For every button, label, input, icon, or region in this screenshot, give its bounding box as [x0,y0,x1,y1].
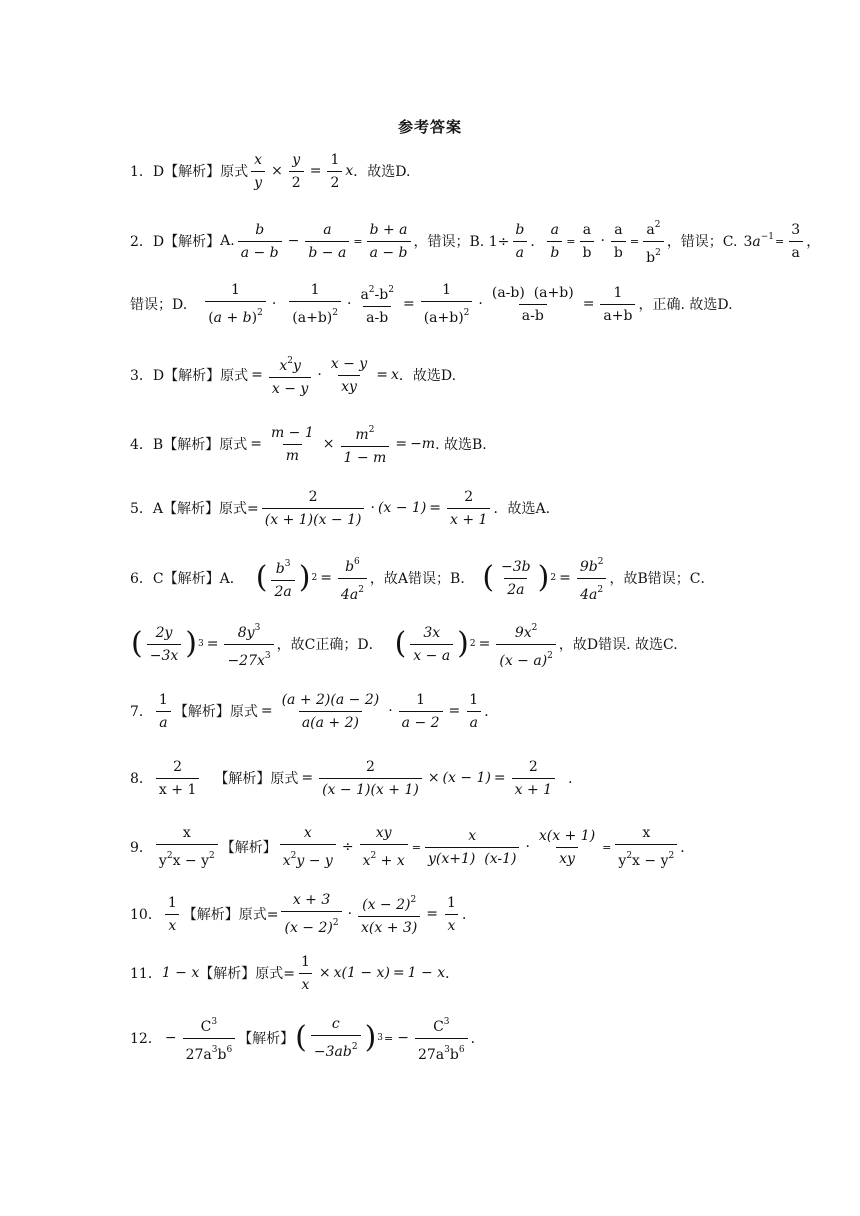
answer-8: 8． $\frac{2}{x + 1}$ 【解析】 原式 = $\frac{2}{(x - 1)(x + 1)}$ × (x − 1) = $\frac{2}{x + 1}$ ． [130,758,583,798]
fraction: $\frac{1}{x}$ [444,894,459,935]
fraction: $\frac{1}{x}$ [165,894,180,935]
answer-12: 12． − $\frac{C^3}{27a^3b^6}$ 【解析】 ( $\frac{c}{-3ab^2}$ ) 3 = − $\frac{C^3}{27a^3b^6}$ ． [130,1010,750,1066]
fraction: $\frac{x^2y}{x - y}$ [269,352,311,398]
fraction: $\frac{1}{a}$ [466,691,481,732]
fraction: $\frac{2}{x + 1}$ [447,488,490,529]
fraction: $\frac{m^2}{1 - m}$ [341,421,390,467]
answer-7-number: 7． [130,704,153,720]
fraction: $\frac{a}{b}$ [580,221,595,262]
answer-5-lead: 原式= [219,501,259,517]
answer-11-value: 1 − x [161,965,200,981]
answer-7-tag: 【解析】 [173,704,230,720]
fraction: $\frac{c}{-3ab^2}$ [311,1015,361,1061]
answer-2-option-a: A. [220,233,235,249]
fraction: $\frac{1}{a+b}$ [600,284,635,325]
answer-3-lead: 原式 [220,368,249,384]
fraction: $\frac{3}{a}$ [788,221,803,262]
answer-6-wrong-b: ，故B错误；C． [609,571,715,587]
answer-2-tag: 【解析】 [164,234,221,250]
fraction: $\frac{x}{y}$ [251,151,265,192]
answer-4-number: 4．B [130,437,164,453]
answer-7-tail: ． [484,704,499,720]
fraction: $\frac{2y}{-3x}$ [147,624,182,665]
answer-11-tail: ． [445,966,460,982]
fraction: $\frac{C^3}{27a^3b^6}$ [183,1013,236,1064]
answer-3-tag: 【解析】 [164,368,221,384]
answer-6-right-c: ，故C正确；D． [276,637,383,653]
answer-10-lead: 原式= [238,907,279,923]
answer-11-lead: 原式= [255,966,295,982]
fraction: $\frac{x}{x^2y - y}$ [280,824,336,870]
answer-7: 7． $\frac{1}{a}$ 【解析】 原式 = $\frac{(a + 2)(a - 2)}{a(a + 2)}$ · $\frac{1}{a - 2}$ = $\frac{1}{a}$ ． [130,691,499,731]
answer-6-tail: ，故D错误. 故选C. [558,637,678,653]
answer-8-number: 8． [130,771,153,787]
fraction: $\frac{9b^2}{4a^2}$ [577,553,607,604]
answer-8-tail: ． [568,771,583,787]
fraction: $\frac{C^3}{27a^3b^6}$ [415,1013,468,1064]
answer-2-number: 2．D [130,234,165,250]
answer-6-number: 6．C [130,571,164,587]
answer-2-wrong-b: ，错误；C. [666,234,738,250]
answer-12-number: 12． [130,1031,162,1047]
answer-2: 2．D 【解析】 A. $\frac{b}{a - b}$ − $\frac{a}{b - a}$ = $\frac{b + a}{a - b}$ ，错误；B. 1÷ $\frac{b}{a}$ ． $\frac{a}{b}$ = $\frac{a}{b}$ · $\frac{a}{b}$ = $\frac{a^2}{b^2}$ ，错误；C. $3a^{-1}$ = $\frac{3}{a}$ ， [130,213,750,269]
answer-6-continued: ( $\frac{2y}{-3x}$ ) 3 = $\frac{8y^3}{-27x^3}$ ，故C正确；D． ( $\frac{3x}{x - a}$ ) 2 = $\frac{9x^2}{(x - a)^2}$ ，故D错误. 故选C. [130,616,750,672]
answer-6-tag: 【解析】 [163,571,220,587]
answer-3-number: 3．D [130,368,165,384]
fraction: $\frac{x}{y(x+1) (x-1)}$ [425,827,519,868]
answer-5: 5．A 【解析】 原式= $\frac{2}{(x + 1)(x - 1)}$ · (x − 1) = $\frac{2}{x + 1}$ ．故选A. [130,488,551,528]
fraction: $\frac{-3b}{2a}$ [501,558,531,598]
answer-1: 1．D 【解析】 原式 $\frac{x}{y}$ × $\frac{y}{2}$ = $\frac{1}{2}$ x ．故选D. [130,151,411,191]
answer-6-wrong-a: ，故A错误；B． [369,571,475,587]
fraction: $\frac{b}{a - b}$ [238,221,282,262]
fraction: $\frac{2}{(x - 1)(x + 1)}$ [319,758,422,799]
answer-3: 3．D 【解析】 原式 = $\frac{x^2y}{x - y}$ · $\frac{x - y}{xy}$ = x ．故选D. [130,347,750,403]
fraction: $\frac{(a + 2)(a - 2)}{a(a + 2)}$ [281,691,380,731]
answer-5-tail: ．故选A. [493,501,551,517]
fraction: $\frac{x - y}{xy}$ [330,355,368,395]
fraction: $\frac{2}{x + 1}$ [156,758,199,799]
answer-5-number: 5．A [130,501,164,517]
answer-1-number: 1．D [130,164,165,180]
answer-5-tag: 【解析】 [163,501,220,517]
fraction: $\frac{x}{y^2x - y^2}$ [615,824,677,870]
answer-2-wrong-c: ， [806,234,821,250]
fraction: $\frac{(a-b) (a+b)}{a-b}$ [491,284,574,324]
answer-2-line2-lead: 错误；D. [130,297,188,313]
answer-9-number: 9． [130,840,153,856]
fraction: $\frac{a^2-b^2}{a-b}$ [360,285,394,326]
fraction: $\frac{2}{x + 1}$ [512,758,555,799]
fraction: $\frac{1}{(a+b)^2}$ [289,281,341,327]
answer-9: 9． $\frac{x}{y^2x - y^2}$ 【解析】 $\frac{x}{x^2y - y}$ ÷ $\frac{xy}{x^2 + x}$ = $\frac{x}{y(x+1) (x-1)}$ · $\frac{x(x + 1)}{xy}$ = $\frac{x}{y^2x - y^2}$ ． [130,825,695,869]
answer-6-option-a: A． [219,571,244,587]
fraction: $\frac{b + a}{a - b}$ [367,221,411,262]
answer-9-tag: 【解析】 [220,840,277,856]
fraction: $\frac{a}{b}$ [547,221,562,262]
answer-2-continued: 错误；D. $\frac{1}{(a + b)^2}$ · $\frac{1}{(a+b)^2}$ · $\frac{a^2-b^2}{a-b}$ = $\frac{1}{(a+b)^2}$ · $\frac{(a-b) (a+b)}{a-b}$ = $\frac{1}{a+b}$ ，正确. 故选D. [130,282,733,326]
answer-9-tail: ． [680,840,695,856]
answer-2-tail: ，正确. 故选D. [638,297,733,313]
fraction: $\frac{8y^3}{-27x^3}$ [224,619,273,670]
fraction: $\frac{3x}{x - a}$ [410,624,453,665]
answer-11: 11． 1 − x 【解析】 原式= $\frac{1}{x}$ × x(1 − x) = 1 − x ． [130,953,460,993]
fraction: $\frac{1}{a}$ [156,691,171,732]
fraction: $\frac{xy}{x^2 + x}$ [360,824,408,870]
fraction: $\frac{b^3}{2a}$ [271,555,294,601]
answer-7-lead: 原式 [229,704,258,720]
answer-1-tail: ．故选D. [353,164,411,180]
page-title: 参考答案 [397,118,462,136]
fraction: $\frac{2}{(x + 1)(x - 1)}$ [262,488,365,529]
answer-1-lead: 原式 [220,164,249,180]
fraction: $\frac{x}{y^2x - y^2}$ [156,824,218,870]
fraction: $\frac{1}{a - 2}$ [399,691,443,732]
answer-11-number: 11． [130,966,162,982]
answer-12-tail: ． [470,1031,485,1047]
fraction: $\frac{9x^2}{(x - a)^2}$ [496,619,556,670]
answer-10-tail: ． [461,907,476,923]
answer-8-lead: 原式 [270,771,299,787]
answer-4: 4．B 【解析】 原式 = $\frac{m - 1}{m}$ × $\frac{m^2}{1 - m}$ = −m . 故选B. [130,416,750,472]
answer-10-number: 10． [130,907,162,923]
answer-4-lead: 原式 [219,437,248,453]
answer-10: 10． $\frac{1}{x}$ 【解析】 原式= $\frac{x + 3}{(x - 2)^2}$ · $\frac{(x - 2)^2}{x(x + 3)}$ = $\frac{1}{x}$ ． [130,892,476,936]
fraction: $\frac{a^2}{b^2}$ [643,216,664,267]
fraction: $\frac{a}{b}$ [611,221,626,262]
fraction: $\frac{1}{(a + b)^2}$ [205,281,266,327]
answer-2-wrong-a: ，错误；B. 1÷ [413,234,510,250]
fraction: $\frac{b}{a}$ [512,221,527,262]
fraction: $\frac{1}{(a+b)^2}$ [421,281,473,327]
answer-4-tag: 【解析】 [163,437,220,453]
answer-11-tag: 【解析】 [199,966,256,982]
fraction: $\frac{x + 3}{(x - 2)^2}$ [281,891,341,937]
fraction: $\frac{1}{2}$ [327,151,342,192]
answer-4-tail: . 故选B. [435,437,487,453]
answer-6: 6．C 【解析】 A． ( $\frac{b^3}{2a}$ ) 2 = $\frac{b^6}{4a^2}$ ，故A错误；B． ( $\frac{-3b}{2a}$ ) 2 = $\frac{9b^2}{4a^2}$ ，故B错误；C． [130,550,750,606]
fraction: $\frac{1}{x}$ [298,953,313,994]
answer-8-tag: 【解析】 [214,771,271,787]
answer-3-tail: ．故选D. [398,368,457,384]
fraction: $\frac{x(x + 1)}{xy}$ [538,827,596,867]
fraction: $\frac{(x - 2)^2}{x(x + 3)}$ [358,891,420,937]
answer-12-tag: 【解析】 [238,1031,295,1047]
fraction: $\frac{b^6}{4a^2}$ [338,553,367,604]
answer-10-tag: 【解析】 [182,907,239,923]
fraction: $\frac{m - 1}{m}$ [270,424,314,464]
fraction: $\frac{y}{2}$ [289,151,304,192]
fraction: $\frac{a}{b - a}$ [305,221,349,262]
answer-1-tag: 【解析】 [164,164,221,180]
